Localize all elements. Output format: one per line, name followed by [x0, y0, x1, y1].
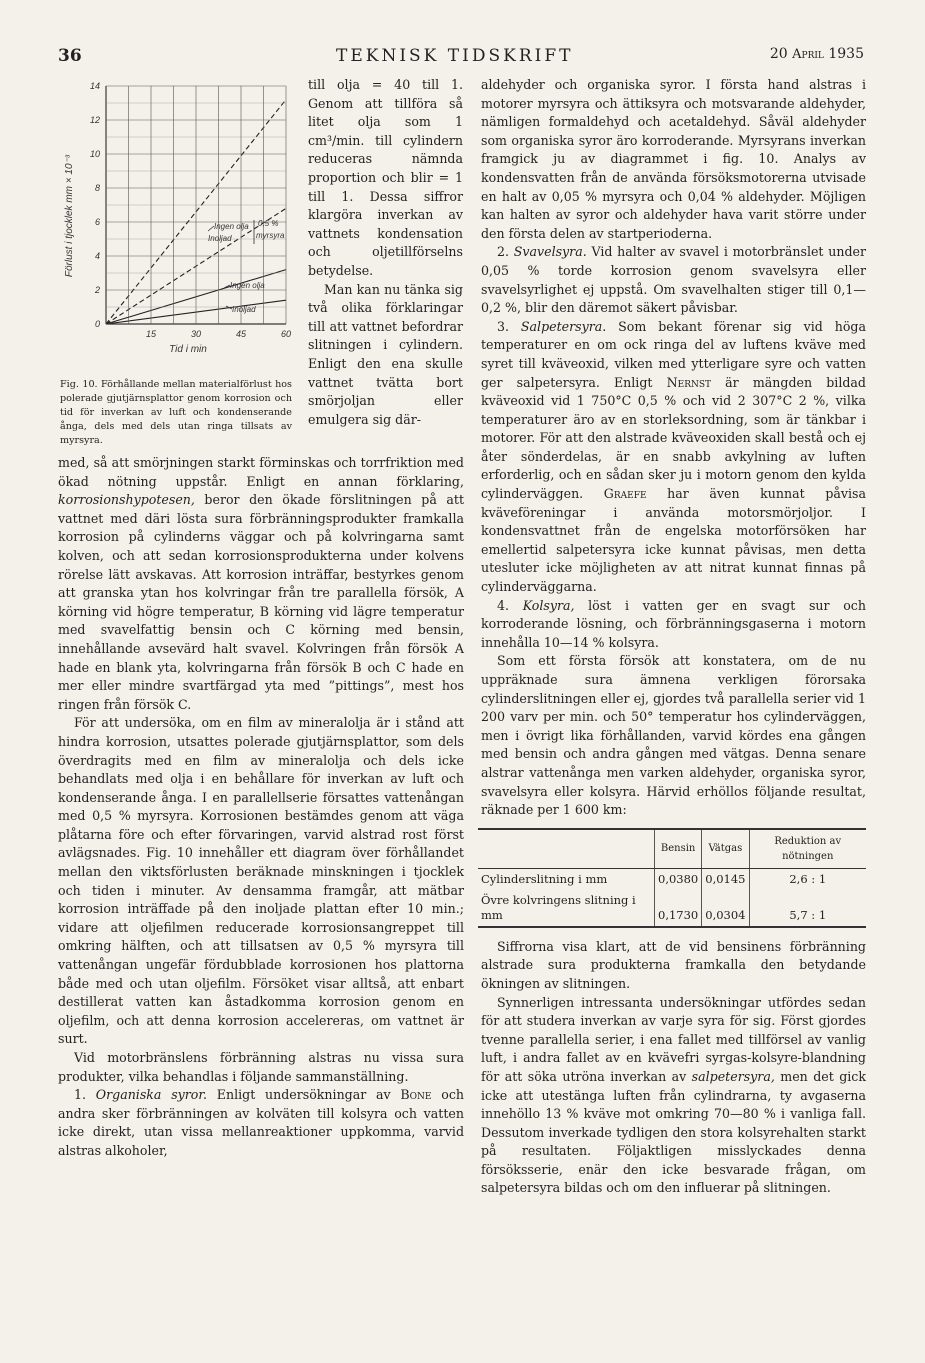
figure-10 [58, 76, 294, 406]
paragraph: Man kan nu tänka sig två olika förklaringar till att vattnet befordrar slitningen i cylindern. Enligt den ena skulle vattnet tvätta bort smörjoljan eller emulgera sig där- [308, 281, 463, 427]
paragraph: till olja = 40 till 1. Genom att tillföra så litet olja som 1 cm³/min. till cylindern reduceras nämnda proportion och blir = 1 till 1. Dessa siffror klargöra inverkan av vattnets kondensation och oljetillförselns betydelse. [308, 77, 463, 278]
paragraph: 3. Salpetersyra. Som bekant förenar sig vid höga temperaturer en om ock ringa del av luftens kväve med syret till kväveoxid, vilken med ytterligare syre och vatten ger salpetersyra. Enligt Nernst är mängden bildad kväveoxid vid 1 750°C 0,5 % och vid 2 307°C 2 %, vilka temperaturer äro av en storleksordning, som är tänkbar i motorer. För att den alstrade kväveoxiden skall bestå och ej åter sönderdelas, är en snabb avkylning av luften erforderlig, och en sådan sker ju i motorn genom den kylda cylinderväggen. Graefe har även kunnat påvisa kväveföreningar i använda motorsmörjoljor. I kondensvattnet från de engelska motorförsöken har emellertid salpetersyra icke kunnat påvisas, men detta utesluter icke möjligheten av att nitrat kunnat finnas på cylinderväggarna. [481, 318, 866, 595]
table-header-row [478, 829, 866, 869]
x-tick-label: 45 [235, 329, 247, 339]
column-middle [308, 76, 463, 429]
annotation-myrsyra: myrsyra [256, 231, 285, 240]
column-right [481, 76, 866, 1198]
y-tick-label: 8 [94, 183, 100, 193]
table-cell: 5,7 : 1 [749, 890, 866, 927]
x-axis-label: Tid i min [169, 344, 207, 355]
y-tick-label: 6 [94, 217, 100, 227]
table-cell: 0,0380 [655, 868, 702, 890]
annotation-inoljad-lower: Inoljad [232, 305, 256, 314]
page-number: 36 [58, 46, 82, 66]
annotation-inoljad-upper: Inoljad [208, 234, 232, 243]
paragraph: 4. Kolsyra, löst i vatten ger en svagt sur och korroderande lösning, och förbränningsgaserna i motorn innehålla 10—14 % kolsyra. [481, 597, 866, 650]
y-tick-label: 14 [89, 81, 100, 91]
table-header-cell: Reduktion av nötningen [749, 829, 866, 869]
table-header-cell [478, 829, 655, 869]
table-cell: Cylinderslitning i mm [481, 871, 608, 886]
annotation-ingen-olja-lower: Ingen olja [230, 281, 265, 290]
annotation-ingen-olja-upper: Ingen olja [214, 222, 249, 231]
issue-date: 20 April 1935 [769, 46, 864, 62]
y-tick-label: 12 [89, 115, 100, 125]
y-axis-label: Förlust i tjocklek mm × 10⁻³ [64, 154, 75, 278]
y-tick-label: 4 [94, 251, 100, 261]
table-row [478, 868, 866, 890]
table-header-cell: Vätgas [702, 829, 749, 869]
table-row [478, 890, 866, 927]
figure-caption [60, 378, 292, 448]
line-chart [58, 76, 294, 376]
column-left [58, 454, 464, 1161]
paragraph: Synnerligen intressanta undersökningar utfördes sedan för att studera inverkan av varje syra för sig. Först gjordes tvenne parallella serier, i ena fallet med tillförsel av vanlig luft, i andra fallet av en kvävefri syrgas-kolsyre-blandning för att söka utröna inverkan av salpetersyra, men det gick icke att utestänga luften från cylindrarna, ty avgaserna innehöllo 13 % kväve mot omkring 70—80 % i vanliga fall. Dessutom inverkade tydligen den stora kolsyrehalten starkt på resultaten. Följaktligen misslyckades denna försöksserie, enär den icke besvarade frågan, om salpetersyra bildas och om den influerar på slitningen. [481, 994, 866, 1196]
page-header [58, 46, 864, 68]
table-cell: 0,0145 [702, 868, 749, 890]
paragraph: Siffrorna visa klart, att de vid bensinens förbränning alstrade sura produkterna framkalla den betydande ökningen av slitningen. [481, 938, 866, 991]
caption-label: Fig. 10. [60, 379, 98, 390]
paragraph: För att undersöka, om en film av mineralolja är i stånd att hindra korrosion, utsattes polerade gjutjärnsplattor, som dels överdragits med en film av mineralolja och dels icke behandlats med olja i en behållare för inverkan av luft och kondenserande ånga. I en parallellserie försattes vattenångan med 0,5 % myrsyra. Korrosionen bestämdes genom att väga plåtarna före och efter förvaringen, varvid alstrad rost först avlägsnades. Fig. 10 innehåller ett diagram över förhållandet mellan den viktsförlusten beräknade minskningen i tjocklek och tiden i minuter. Av densamma framgår, att mätbar korrosion inträffade på den inoljade plattan efter 10 min.; vidare att oljefilmen reducerade korrosionsangreppet till omkring hälften, och att tillsatsen av 0,5 % myrsyra till vattenångan ungefär fördubblade korrosionen hos plattorna både med och utan oljefilm. Försöket visar alltså, att enbart destillerat vatten kan åstadkomma korrosion genom en oljefilm, och att denna korrosion accelereras, om vattnet är surt. [58, 715, 464, 1047]
journal-title: TEKNISK TIDSKRIFT [336, 46, 574, 66]
table-header-cell: Bensin [655, 829, 702, 869]
x-tick-label: 60 [280, 329, 292, 339]
x-tick-label: 30 [190, 329, 202, 339]
table-cell: Övre kolvringens slitning i mm [478, 890, 655, 927]
paragraph: 2. Svavelsyra. Vid halter av svavel i motorbränslet under 0,05 % torde korrosion genom svavelsyra eller svavelsyrlighet ej uppstå. Om svavelhalten stiger till 0,1—0,2 %, blir den däremot säkert påvisbar. [481, 244, 866, 316]
caption-text: Förhållande mellan materialförlust hos polerade gjutjärnsplattor genom korrosion och tid för inverkan av luft och kondenserande ånga, dels med dels utan ringa tillsats av myrsyra. [60, 379, 292, 446]
table-cell: 0,0304 [702, 890, 749, 927]
y-tick-label: 0 [94, 319, 100, 329]
x-tick-label: 15 [145, 329, 157, 339]
results-table [478, 828, 866, 928]
paragraph: Vid motorbränslens förbränning alstras nu vissa sura produkter, vilka behandlas i följande sammanställning. [58, 1050, 464, 1084]
paragraph: aldehyder och organiska syror. I första hand alstras i motorer myrsyra och ättiksyra och motsvarande aldehyder, nämligen formaldehyd och acetaldehyd. Såväl aldehyder som organiska syror äro korroderande. Myrsyrans inverkan framgick ju av diagrammet i fig. 10. Analys av kondensvatten från de använda försöksmotorerna utvisade en halt av 0,05 % myrsyra och 0,04 % aldehyder. Möjligen kan halten av syror och aldehyder hava varit större under den första delen av startperioderna. [481, 77, 866, 241]
annotation-myrsyra-05: 0,5 % [258, 219, 279, 228]
paragraph: Som ett första försök att konstatera, om de nu uppräknade sura ämnena verkligen förorsaka cylinderslitningen eller ej, gjordes två parallella serier vid 1 200 varv per min. och 50° temperatur hos cylinderväggen, men i övrigt lika förhållanden, varvid kördes ena gången med bensin och andra gången med vätgas. Denna senare alstrar vattenånga men varken aldehyder, organiska syror, svavelsyra eller kolsyra. Härvid erhöllos följande resultat, räknade per 1 600 km: [481, 653, 866, 818]
y-tick-label: 10 [89, 149, 100, 159]
y-tick-label: 2 [94, 285, 100, 295]
paragraph: 1. Organiska syror. Enligt undersökningar av Bone och andra sker förbränningen av kolväten till kolsyra och vatten icke direkt, utan vissa mellanreaktioner uppkomma, varvid alstras alkoholer, [58, 1087, 464, 1158]
paragraph: med, så att smörjningen starkt förminskas och torrfriktion med ökad nötning uppstår. Enligt en annan förklaring, korrosionshypotesen, beror den ökade förslitningen på att vattnet med däri lösta sura förbränningsprodukter framkalla korrosion på cylinderns väggar och på kolvringarna samt kolven, och att sedan korrosionsprodukterna under kolvens rörelse lätt avskavas. Att korrosion inträffar, bestyrkes genom att granska ytan hos kolvringar från tre parallella försök, A körning vid högre temperatur, B körning vid lägre temperatur med svavelfattig bensin och C körning med bensin, innehållande avsevärd halt svavel. Kolvringen från försök A hade en blank yta, kolvringarna från försök B och C hade en mer eller mindre svartfärgad yta med ”pittings”, mest hos ringen från försök C. [58, 455, 464, 712]
table-cell: 0,1730 [655, 890, 702, 927]
table-cell: 2,6 : 1 [749, 868, 866, 890]
